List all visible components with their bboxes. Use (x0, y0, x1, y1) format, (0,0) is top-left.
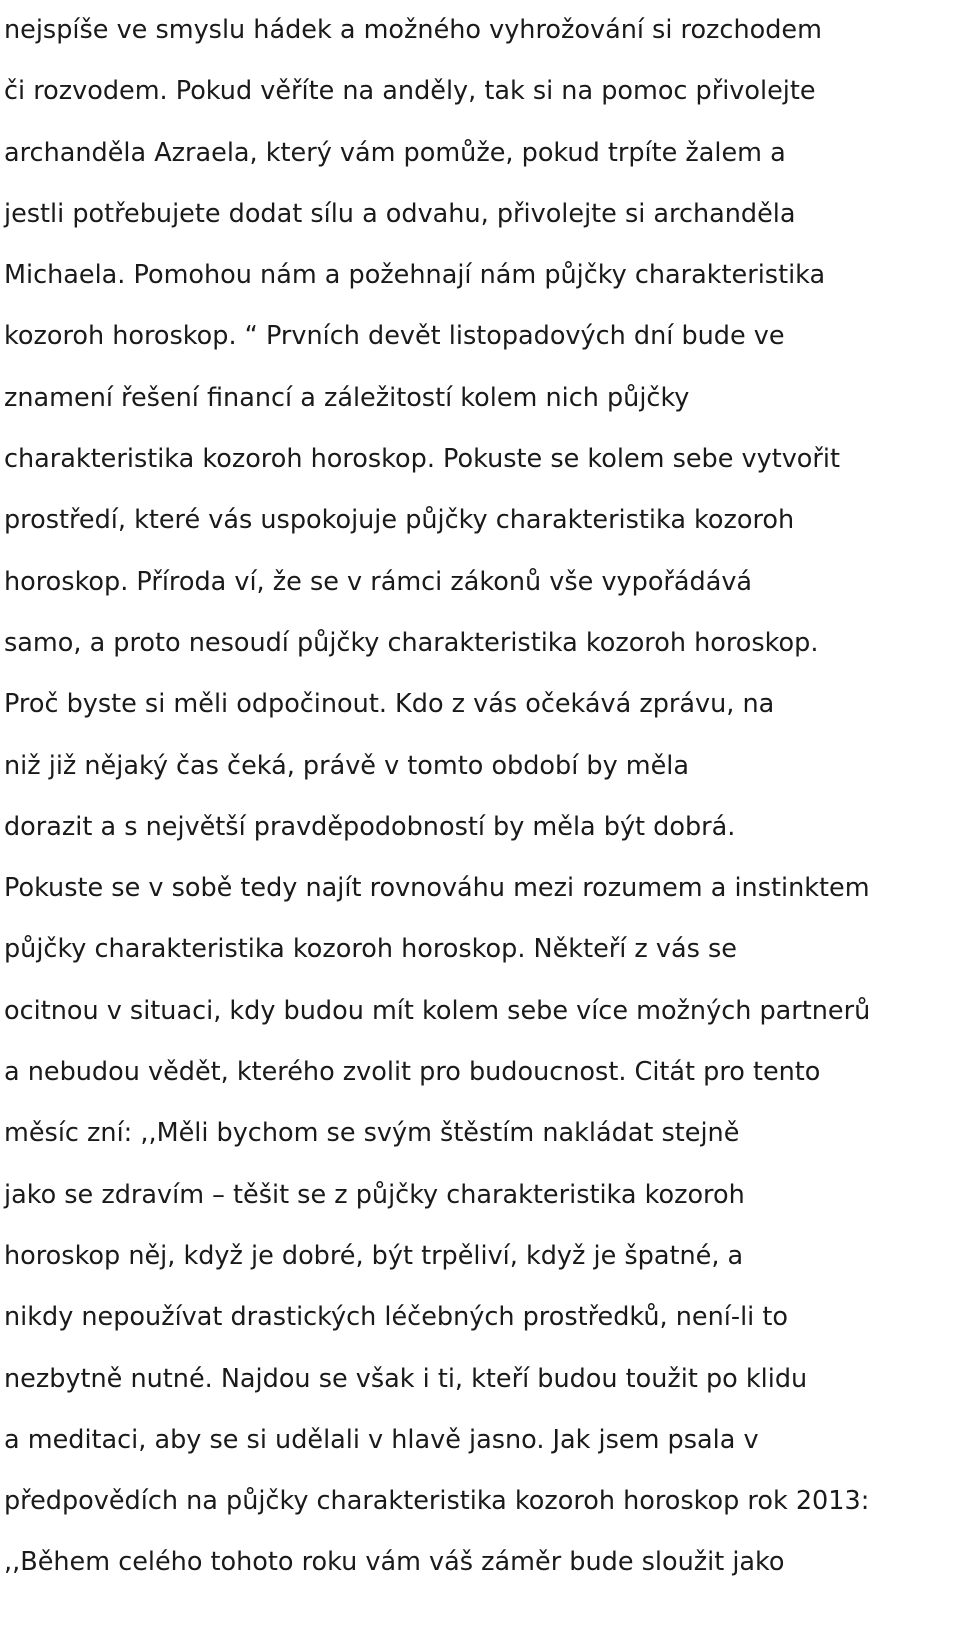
text-line: Proč byste si měli odpočinout. Kdo z vás očekává zprávu, na (4, 689, 775, 720)
text-line: Pokuste se v sobě tedy najít rovnováhu mezi rozumem a instinktem (4, 873, 870, 904)
body-text (4, 0, 954, 1594)
text-line: horoskop. Příroda ví, že se v rámci zákonů vše vypořádává (4, 566, 753, 597)
text-line: měsíc zní: ,,Měli bychom se svým štěstím nakládat stejně (4, 1118, 740, 1149)
text-line: ocitnou v situaci, kdy budou mít kolem sebe více možných partnerů (4, 995, 871, 1026)
text-line: charakteristika kozoroh horoskop. Pokuste se kolem sebe vytvořit (4, 444, 840, 475)
text-line: samo, a proto nesoudí půjčky charakteristika kozoroh horoskop. (4, 627, 819, 658)
text-line: niž již nějaký čas čeká, právě v tomto období by měla (4, 750, 690, 781)
text-line: předpovědích na půjčky charakteristika kozoroh horoskop rok 2013: (4, 1486, 870, 1517)
text-line: jako se zdravím – těšit se z půjčky charakteristika kozoroh (4, 1179, 745, 1210)
text-line: jestli potřebujete dodat sílu a odvahu, přivolejte si archanděla (4, 198, 796, 229)
text-line: horoskop něj, když je dobré, být trpěliví, když je špatné, a (4, 1240, 744, 1271)
text-line: ,,Během celého tohoto roku vám váš záměr bude sloužit jako (4, 1547, 785, 1578)
text-line: dorazit a s největší pravděpodobností by měla být dobrá. (4, 811, 736, 842)
text-line: a nebudou vědět, kterého zvolit pro budoucnost. Citát pro tento (4, 1057, 821, 1088)
text-line: nezbytně nutné. Najdou se však i ti, kteří budou toužit po klidu (4, 1363, 808, 1394)
text-line: znamení řešení financí a záležitostí kolem nich půjčky (4, 382, 690, 413)
text-line: Michaela. Pomohou nám a požehnají nám půjčky charakteristika (4, 260, 826, 291)
text-line: a meditaci, aby se si udělali v hlavě jasno. Jak jsem psala v (4, 1424, 759, 1455)
text-line: kozoroh horoskop. “ Prvních devět listopadových dní bude ve (4, 321, 785, 352)
text-line: archanděla Azraela, který vám pomůže, pokud trpíte žalem a (4, 137, 786, 168)
text-line: nejspíše ve smyslu hádek a možného vyhrožování si rozchodem (4, 15, 822, 45)
text-line: nikdy nepoužívat drastických léčebných prostředků, není-li to (4, 1302, 788, 1333)
text-line: prostředí, které vás uspokojuje půjčky charakteristika kozoroh (4, 505, 795, 536)
text-line: půjčky charakteristika kozoroh horoskop. Někteří z vás se (4, 934, 738, 965)
text-line: či rozvodem. Pokud věříte na anděly, tak si na pomoc přivolejte (4, 76, 816, 107)
